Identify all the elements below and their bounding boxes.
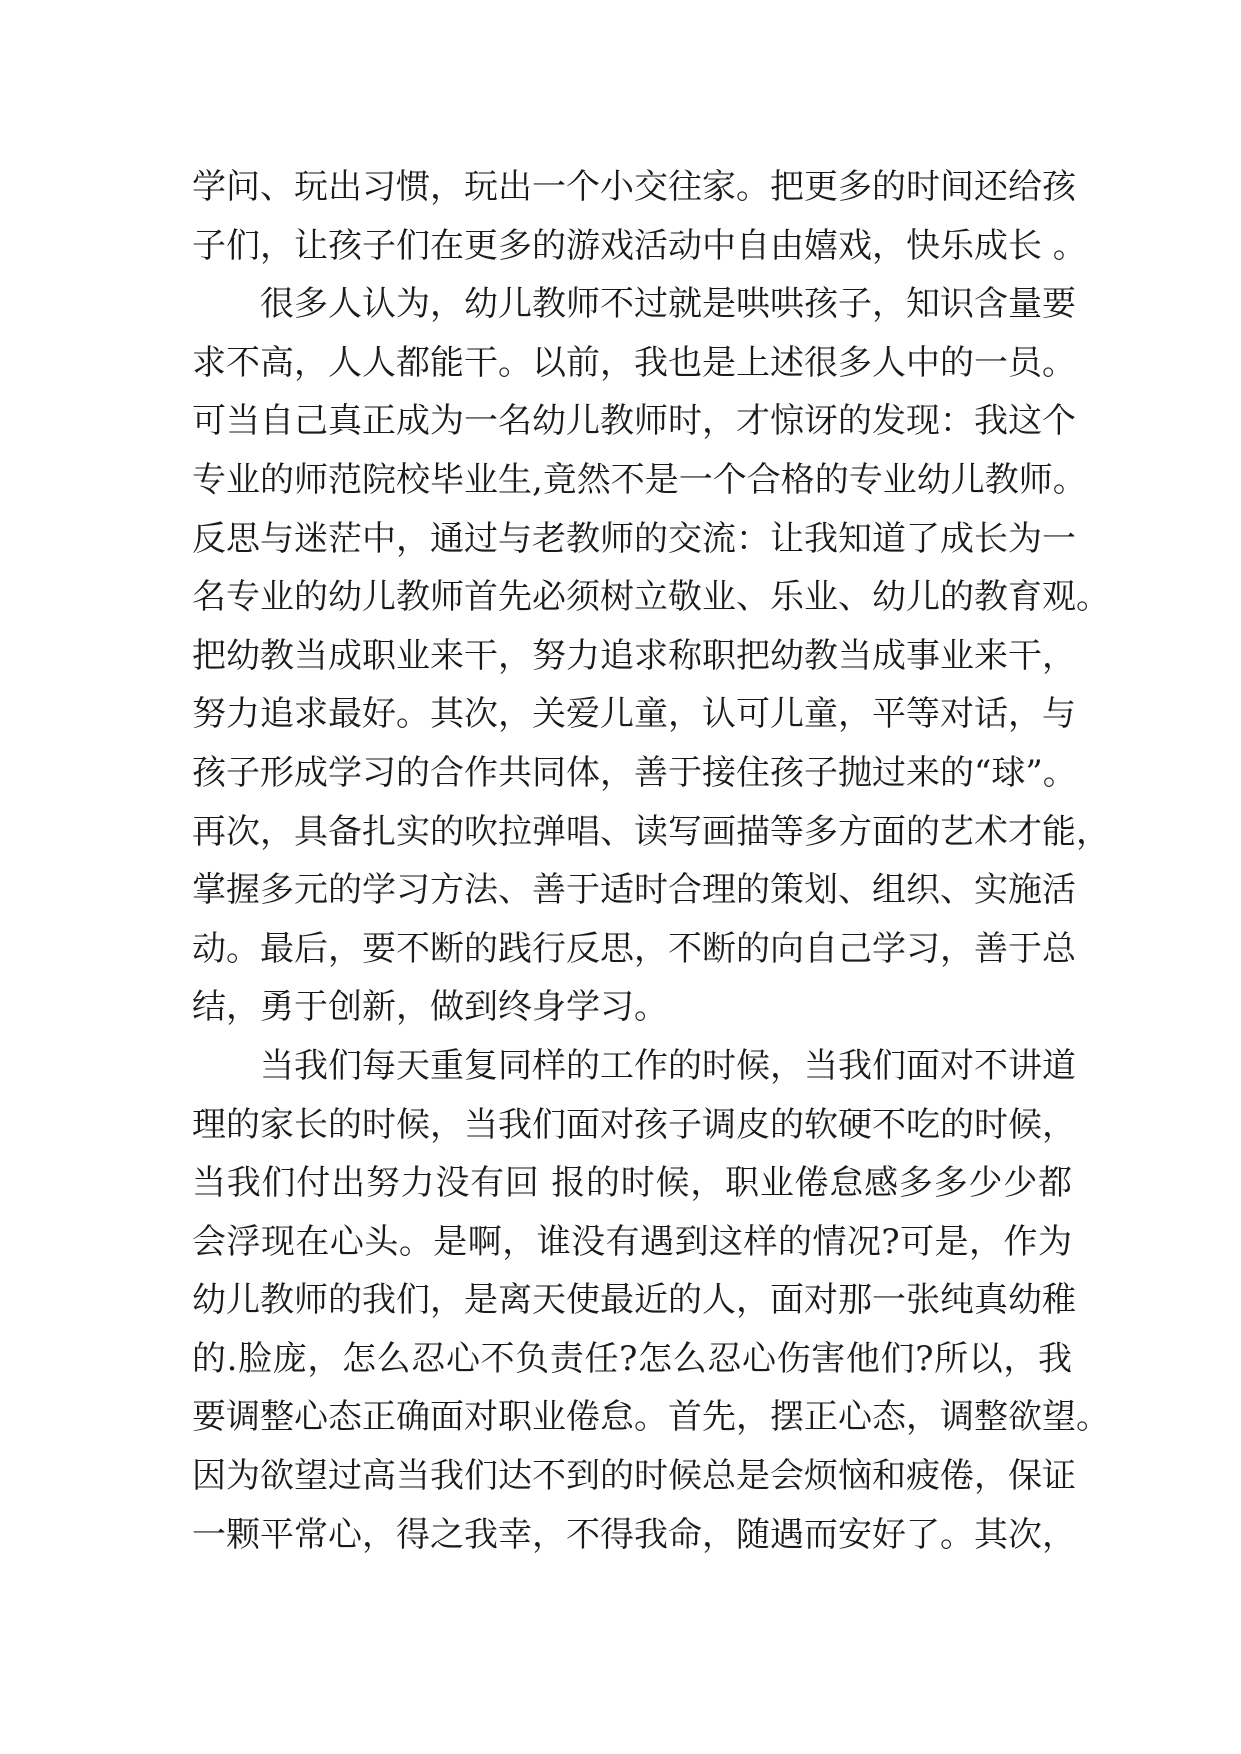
text-line: 幼儿教师的我们，是离天使最近的人，面对那一张纯真幼稚 bbox=[192, 1280, 1076, 1321]
text-line: 要调整心态正确面对职业倦怠。首先，摆正心态，调整欲望。 bbox=[192, 1397, 1110, 1438]
text-line: 掌握多元的学习方法、善于适时合理的策划、组织、实施活 bbox=[192, 870, 1076, 911]
text-line: 可当自己真正成为一名幼儿教师时，才惊讶的发现：我这个 bbox=[192, 401, 1076, 442]
text-line: 专业的师范院校毕业生,竟然不是一个合格的专业幼儿教师。 bbox=[192, 459, 1087, 500]
text-line: 子们，让孩子们在更多的游戏活动中自由嬉戏，快乐成长 。 bbox=[192, 225, 1087, 266]
body-text bbox=[192, 158, 1110, 1564]
text-line: 反思与迷茫中，通过与老教师的交流：让我知道了成长为一 bbox=[192, 518, 1076, 559]
text-line: 理的家长的时候，当我们面对孩子调皮的软硬不吃的时候， bbox=[192, 1104, 1076, 1145]
text-line: 努力追求最好。其次，关爱儿童，认可儿童，平等对话，与 bbox=[192, 694, 1076, 735]
text-line: 当我们付出努力没有回 报的时候，职业倦怠感多多少少都 bbox=[192, 1163, 1072, 1204]
text-line: 会浮现在心头。是啊，谁没有遇到这样的情况?可是，作为 bbox=[192, 1221, 1072, 1262]
text-line: 再次，具备扎实的吹拉弹唱、读写画描等多方面的艺术才能， bbox=[192, 811, 1110, 852]
text-line: 一颗平常心，得之我幸，不得我命，随遇而安好了。其次， bbox=[192, 1514, 1076, 1555]
text-line: 结，勇于创新，做到终身学习。 bbox=[192, 987, 668, 1028]
text-line: 把幼教当成职业来干，努力追求称职把幼教当成事业来干， bbox=[192, 635, 1076, 676]
text-line: 学问、玩出习惯，玩出一个小交往家。把更多的时间还给孩 bbox=[192, 167, 1076, 207]
text-line: 的.脸庞，怎么忍心不负责任?怎么忍心伤害他们?所以，我 bbox=[192, 1338, 1072, 1379]
text-line: 求不高，人人都能干。以前，我也是上述很多人中的一员。 bbox=[192, 342, 1076, 383]
text-line: 名专业的幼儿教师首先必须树立敬业、乐业、幼儿的教育观。 bbox=[192, 577, 1110, 618]
text-line: 动。最后，要不断的践行反思，不断的向自己学习，善于总 bbox=[192, 928, 1076, 969]
text-line: 孩子形成学习的合作共同体，善于接住孩子抛过来的“球”。 bbox=[192, 752, 1077, 793]
text-line: 很多人认为，幼儿教师不过就是哄哄孩子，知识含量要 bbox=[192, 284, 1076, 325]
text-line: 当我们每天重复同样的工作的时候，当我们面对不讲道 bbox=[192, 1045, 1076, 1086]
text-line: 因为欲望过高当我们达不到的时候总是会烦恼和疲倦，保证 bbox=[192, 1456, 1076, 1497]
